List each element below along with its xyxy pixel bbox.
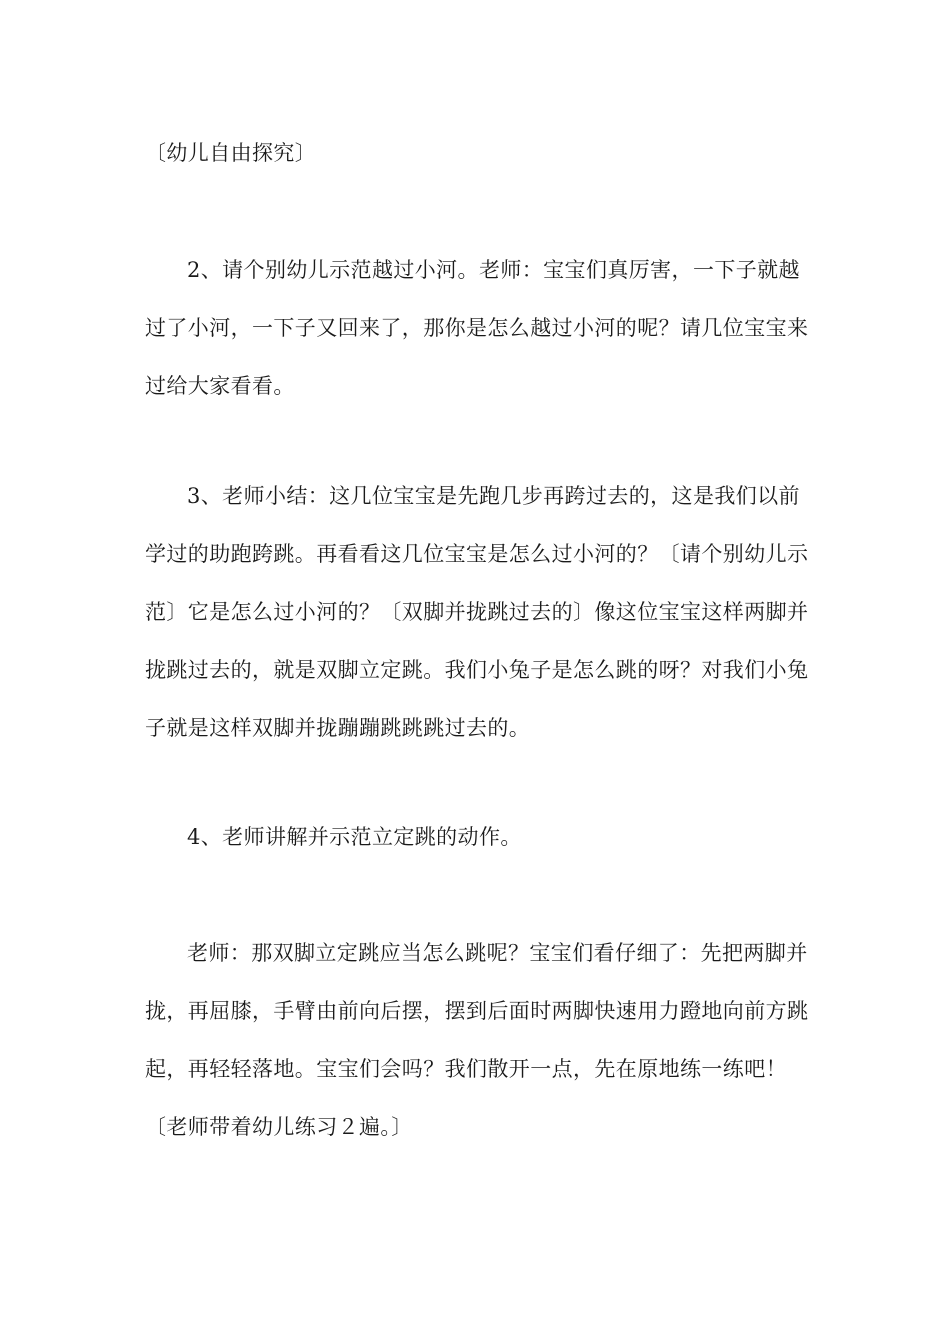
paragraph-step-2: 2、请个别幼儿示范越过小河。老师：宝宝们真厉害，一下子就越过了小河，一下子又回来了，那你是怎么越过小河的呢？请几位宝宝来过给大家看看。	[145, 258, 809, 398]
paragraph-teacher-instruction: 老师：那双脚立定跳应当怎么跳呢？宝宝们看仔细了：先把两脚并拢，再屈膝，手臂由前向后摆，摆到后面时两脚快速用力蹬地向前方跳起，再轻轻落地。宝宝们会吗？我们散开一点，先在原地练一练吧！〔老师带着幼儿练习２遍。〕	[145, 941, 809, 1139]
paragraph-free-exploration: 〔幼儿自由探究〕	[145, 141, 317, 165]
paragraph-step-3: 3、老师小结：这几位宝宝是先跑几步再跨过去的，这是我们以前学过的助跑跨跳。再看看这几位宝宝是怎么过小河的？〔请个别幼儿示范〕它是怎么过小河的？〔双脚并拢跳过去的〕像这位宝宝这样两脚并拢跳过去的，就是双脚立定跳。我们小兔子是怎么跳的呀？对我们小兔子就是这样双脚并拢蹦蹦跳跳跳过去的。	[145, 484, 809, 740]
paragraph-step-4: 4、老师讲解并示范立定跳的动作。	[187, 825, 522, 849]
